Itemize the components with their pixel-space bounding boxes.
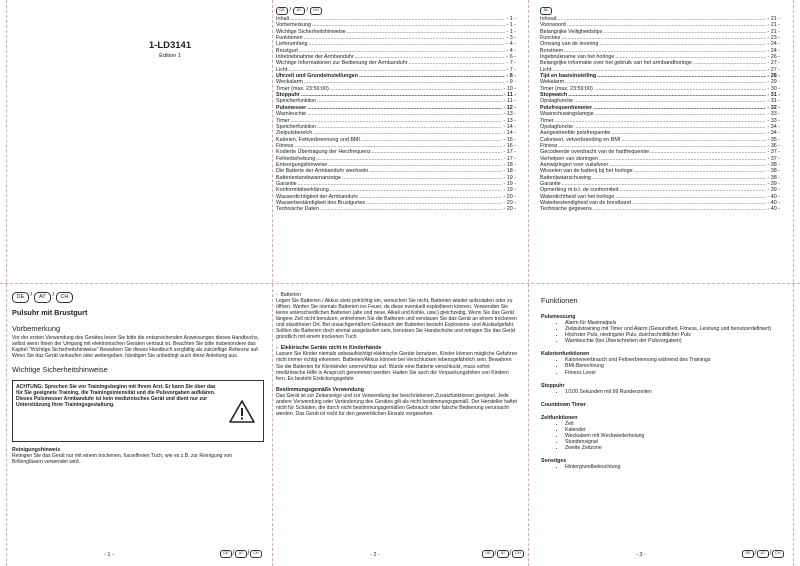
toc-entry-page: - 9 -	[506, 79, 516, 86]
toc-entry-page: - 21 -	[767, 28, 780, 35]
toc-entry-title: Aanwijzingen voor vuilafvoer	[540, 161, 609, 168]
toc-entry-title: Zielpulsbereich	[276, 130, 313, 137]
footer-language-badges	[220, 550, 262, 558]
separator: /	[494, 550, 497, 557]
toc-dutch	[540, 7, 780, 213]
toc-entry-title: Garantie	[540, 180, 561, 187]
toc-entry-page: - 33 -	[767, 111, 780, 118]
subheading: Bestimmungsgemäße Verwendung	[276, 386, 365, 393]
toc-entry-page: - 34 -	[767, 123, 780, 130]
feature-group-heading: Sonstiges	[541, 458, 567, 465]
toc-entry-title: Wasserbeständigkeit des Brustgurtes	[276, 199, 366, 206]
toc-entry-title: Aangestreefde polsfrequentie	[540, 130, 611, 137]
toc-entry-page: - 35 -	[767, 136, 780, 143]
warning-triangle-icon	[221, 381, 263, 441]
feature-group-heading: Stoppuhr	[541, 382, 565, 389]
toc-entry-page: - 31 -	[767, 98, 780, 105]
warning-box	[12, 380, 264, 442]
toc-entry-title: Licht	[540, 66, 552, 73]
toc-entry-page: - 13 -	[503, 117, 516, 124]
toc-entry-title: Belangrijke Veiligheidstips	[540, 28, 603, 35]
toc-entry-title: Ingebruikname van het horloge	[540, 54, 615, 61]
feature-list	[541, 389, 781, 395]
feature-item: • BMI-Berechnung	[565, 363, 781, 369]
toc-entry-page: - 33 -	[767, 117, 780, 124]
toc-entry-page: - 38 -	[767, 161, 780, 168]
toc-entry-page: - 37 -	[767, 149, 780, 156]
toc-entry-title: Inhoud	[540, 16, 557, 22]
toc-entry-page: - 15 -	[503, 136, 516, 143]
feature-item: • Zielpulstraining mit Timer und Alarm (Gesundheit, Fitness, Leistung und benutzerdefiniert)	[565, 326, 781, 332]
subheading: - Elektrische Geräte nicht in Kinderhände	[276, 345, 382, 352]
toc-entry-page: - 1 -	[506, 16, 516, 22]
feature-group-heading: Countdown Timer	[541, 401, 586, 408]
toc-entry-title: Kalorien, Fettverbrennung und BMI	[276, 136, 360, 143]
section-heading: Wichtige Sicherheitshinweise	[12, 365, 108, 375]
toc-entry-title: Inhalt	[276, 16, 290, 22]
lang-badge-ch: CH	[56, 292, 73, 303]
page-number: - 3 -	[636, 552, 646, 558]
toc-entry-page: - 27 -	[767, 66, 780, 73]
page-number: - 2 -	[370, 552, 380, 558]
toc-entry-title: Konformitätserklärung	[276, 187, 329, 194]
toc-entry-title: Technische gegevens	[540, 206, 592, 213]
toc-entry-page: - 1 -	[506, 28, 516, 35]
feature-item: • Zeit	[565, 421, 781, 427]
toc-entry-title: Batterijwaarschuwing	[540, 174, 591, 181]
page-3	[541, 296, 781, 470]
separator: /	[306, 7, 309, 13]
toc-entry-title: Wichtige Informationen zur Bedienung der Armbanduhr	[276, 60, 408, 67]
language-badges	[12, 292, 264, 303]
toc-entry-title: Die Batterie der Armbanduhr wechseln	[276, 168, 369, 175]
page-title: Funktionen	[541, 296, 578, 305]
toc-entry-title: Opmerking m.b.t. de conformiteit	[540, 187, 619, 194]
feature-item: • Stundensignal	[565, 439, 781, 445]
feature-item: • Hintergrundbeleuchtung	[565, 464, 781, 470]
feature-item: • 1/100 Sekunden mit 99 Rundenzeiten	[565, 389, 781, 395]
toc-entry-title: Waterdichtheid van het horloge	[540, 193, 615, 200]
paragraph: Reinigen Sie das Gerät nur mit einem trockenen, fusselfreien Tuch, wie es z.B. zur Reinigung von Brillengläsern verwendet wird.	[12, 453, 232, 466]
subheading: Reinigungshinweis	[12, 447, 61, 454]
feature-item: • Kalender	[565, 427, 781, 433]
toc-entry-title: Weckalarm	[276, 79, 303, 86]
toc-entry-title: Timer (max. 23:59:00)	[276, 85, 329, 92]
feature-item: • Weckalarm mit Weckwiederholung	[565, 433, 781, 439]
toc-entry-title: Calorieen, vetverbranding en BMI	[540, 136, 621, 143]
feature-group-heading: Pulsmessung	[541, 314, 576, 320]
toc-entry-page: - 16 -	[503, 142, 516, 149]
lang-badge-ch: CH	[250, 550, 262, 558]
toc-entry-title: Timer (max. 23:59:00)	[540, 85, 593, 92]
separator: /	[509, 550, 512, 557]
toc-entry-page: - 11 -	[503, 92, 516, 99]
toc-entry-page: - 10 -	[503, 85, 516, 92]
toc-entry-page: - 18 -	[503, 161, 516, 168]
toc-entry-page: - 26 -	[767, 54, 780, 61]
toc-entry-title: Timer	[276, 117, 290, 124]
toc-entry-page: - 39 -	[767, 187, 780, 194]
toc-entry-title: Waterbestendigheid van de borstband	[540, 199, 631, 206]
page-title: Pulsuhr mit Brustgurt	[12, 308, 88, 317]
toc-entry-title: Belangrijke informatie over het gebruik van het armbandhorloge	[540, 60, 692, 67]
separator: /	[30, 292, 33, 298]
separator: /	[754, 550, 757, 557]
feature-item: • Höchster Puls, niedrigster Puls, durchschnittlicher Puls	[565, 332, 781, 338]
toc-entry-title: Timer	[540, 117, 554, 124]
toc-entry-page: - 14 -	[503, 130, 516, 137]
toc-entry-title: Opslagfunctie	[540, 98, 573, 105]
toc-entry-page: - 14 -	[503, 123, 516, 130]
toc-entry-title: Warnleuchte	[276, 111, 307, 118]
separator: /	[289, 7, 292, 13]
section-heading: Vorbemerkung	[12, 324, 61, 333]
toc-entry-title: Fitness	[276, 142, 294, 149]
warning-text: ACHTUNG: Sprechen Sie vor Trainingsbeginn mit Ihrem Arzt. Er kann Sie über das für Sie geeignete Training, die Trainingsintensität und die Pulsvorgaben aufklären. Dieses Pulsmesser Armbanduhr ist kein medizinisches Gerät und dient nur zur Unterstützung Ihrer Trainingsgestaltung.	[16, 384, 216, 409]
feature-item: • Warnleuchte (bei Überschreiten der Pulsvorgaben)	[565, 338, 781, 344]
paragraph: Lassen Sie Kinder niemals unbeaufsichtigt elektrische Geräte benutzen. Kinder können mögliche Gefahren nicht immer richtig erkennen. Batterien/Akkus können bei Verschlucken lebensgefährlich sein. Bewahren Sie die Batterien für Kleinkinder unerreichbar auf. Wurde eine Batterie verschluckt, muss sofort medizinische Hilfe in Anspruch genommen werden. Halten Sie auch die Verpackungsfolien von Kindern fern. Es besteht Erstickungsgefahr.	[276, 351, 518, 382]
toc-entry-page: - 38 -	[767, 174, 780, 181]
toc-entry-page: - 32 -	[767, 104, 780, 111]
toc-entry-title: Kodierte Übertragung der Herzfrequenz	[276, 149, 371, 156]
toc-entry-page: - 6 -	[506, 54, 516, 61]
toc-leader	[593, 206, 767, 212]
toc-entry-page: - 36 -	[767, 142, 780, 149]
feature-list	[541, 421, 781, 451]
toc-entry-title: Speicherfunktion	[276, 123, 317, 130]
toc-entry-page: - 4 -	[506, 41, 516, 48]
lang-badge-de: DE	[482, 550, 494, 558]
lang-badge-at: AT	[497, 550, 509, 558]
toc-entry-title: Fehlerbehebung	[276, 155, 316, 162]
toc-entry-page: - 38 -	[767, 168, 780, 175]
toc-entry-page: - 7 -	[506, 66, 516, 73]
toc-entry-title: Stoppuhr	[276, 92, 300, 99]
feature-group-heading: Zeitfunktionen	[541, 414, 578, 421]
lang-badge-at: AT	[34, 292, 51, 303]
language-badges	[276, 7, 516, 15]
edition: Edition 1	[159, 53, 181, 59]
toc-entry-page: - 28 -	[767, 73, 780, 80]
paragraph: Legen Sie Batterien / Akkus stets polrichtig ein, versuchen Sie nicht, Batterien wieder aufzuladen oder zu öffnen. Werfen Sie niemals Batterien ins Feuer, da diese eventuell explodieren können. Verwenden Sie keine unterschiedlichen Batterien (alte und neue, Alkali und Kohle, usw.) gleichzeitig. Wenn Sie das Gerät längere Zeit nicht benutzen, entnehmen Sie die Batterien und verstauen Sie das Gerät an einem trockenen und staubfreien Ort. Bei unsachgemäßem Gebrauch der Batterien besteht Explosions- und Auslaufgefahr. Sollten die Batterien doch einmal ausgelaufen sein, benutzen Sie Handschuhe und reinigen Sie das Gerät gründlich mit einem trockenen Tuch.	[276, 298, 517, 341]
lang-badge-ch: CH	[310, 7, 322, 15]
toc-entry-title: Funktionen	[276, 35, 303, 42]
page-number: - 1 -	[104, 552, 114, 558]
toc-entry-title: Gecodeerde overdracht van de hartfrequentie	[540, 149, 650, 156]
toc-entry-title: Functies	[540, 35, 561, 42]
toc-entry-page: - 37 -	[767, 155, 780, 162]
toc-entry-title: Speicherfunktion	[276, 98, 317, 105]
toc-entry-page: - 17 -	[503, 155, 516, 162]
toc-entry-page: - 31 -	[767, 92, 780, 99]
toc-entry-title: Technische Daten	[276, 206, 319, 213]
toc-entry-title: Tijd en basisinstelling	[540, 73, 597, 80]
toc-german	[276, 7, 516, 213]
toc-entry-title: Pulsmesser	[276, 104, 307, 111]
toc-entry-title: Wichtige Sicherheitshinweise	[276, 28, 346, 35]
toc-entry-title: Stopwatch	[540, 92, 568, 99]
lang-badge-at: AT	[293, 7, 305, 15]
lang-badge-de: DE	[276, 7, 288, 15]
toc-entry-title: Fitness	[540, 142, 558, 149]
toc-entry-title: Licht	[276, 66, 288, 73]
lang-badge-ch: CH	[772, 550, 784, 558]
feature-list	[541, 464, 781, 470]
toc-leader	[320, 206, 503, 212]
toc-entry-page: - 24 -	[767, 41, 780, 48]
toc-entry-title: Verhelpen van storingen	[540, 155, 599, 162]
feature-group-heading: Kalorienfunktionen	[541, 351, 590, 358]
lang-badge-de: DE	[742, 550, 754, 558]
toc-entry-page: - 39 -	[767, 180, 780, 187]
feature-item: • Fitness Level	[565, 370, 781, 376]
separator: /	[52, 292, 55, 298]
toc-entry-page: - 20 -	[503, 199, 516, 206]
feature-item: • Zweite Zeitzone	[565, 445, 781, 451]
toc-entry-title: Omvang van de levering	[540, 41, 599, 48]
footer-language-badges	[742, 550, 784, 558]
separator: /	[247, 550, 250, 557]
feature-item: • Kalorienverbrauch und Fettverbrennung während des Trainings	[565, 357, 781, 363]
batteries-heading: - Batterien	[276, 292, 301, 298]
toc-entry-title: Borstriem	[540, 47, 564, 54]
cover	[20, 40, 260, 59]
toc-entry-page: - 19 -	[503, 174, 516, 181]
toc-entry-page: - 30 -	[767, 85, 780, 92]
toc-entry-page: - 24 -	[767, 47, 780, 54]
lang-badge-nl: NL	[540, 7, 552, 15]
toc-entry-page: - 12 -	[503, 104, 516, 111]
toc-entry[interactable]	[540, 206, 780, 212]
toc-entry-page: - 40 -	[767, 199, 780, 206]
toc-entry-title: Wekalarm	[540, 79, 565, 86]
separator: /	[769, 550, 772, 557]
toc-entry-page: - 21 -	[767, 16, 780, 22]
footer-language-badges	[482, 550, 524, 558]
toc-entry-page: - 17 -	[503, 149, 516, 156]
toc-entry-page: - 29 -	[767, 79, 780, 86]
lang-badge-at: AT	[757, 550, 769, 558]
toc-entry-page: - 19 -	[503, 180, 516, 187]
toc-entry-title: Lieferumfang	[276, 41, 308, 48]
toc-entry-title: Garantie	[276, 180, 297, 187]
toc-entry-page: - 20 -	[503, 193, 516, 200]
toc-entry-title: Entsorgungshinweise	[276, 161, 328, 168]
toc-entry-page: - 40 -	[767, 193, 780, 200]
toc-entry-title: Brustgurt	[276, 47, 298, 54]
lang-badge-at: AT	[235, 550, 247, 558]
toc-entry-page: - 21 -	[767, 22, 780, 29]
toc-entry-title: Inbetriebnahme der Armbanduhr	[276, 54, 354, 61]
toc-entry-page: - 7 -	[506, 60, 516, 67]
paragraph: Vor der ersten Verwendung des Gerätes lesen Sie bitte die entsprechenden Anweisungen dieses Handbuchs, selbst wenn Ihnen der Umgang mit elektronischen Geräten vertraut ist. Beachten Sie bitte insbesondere das Kapitel "Wichtige Sicherheitshinweise" Bewahren Sie dieses Handbuch sorgfältig als zukünftige Referenz auf. Wenn Sie das Gerät verkaufen oder weitergeben, händigen Sie unbedingt auch diese Anleitung aus.	[12, 335, 260, 360]
toc-entry-title: Vorbemerkung	[276, 22, 312, 29]
fold-line-horizontal	[0, 283, 800, 284]
feature-list	[541, 357, 781, 375]
toc-entry-title: Voorwoord	[540, 22, 566, 29]
toc-entry-title: Wisselen van de batterij bij het horloge	[540, 168, 633, 175]
toc-entry-page: - 27 -	[767, 60, 780, 67]
paragraph: Das Gerät ist zur Zeitanzeige und zur Verwendung der beschriebenen Zusatzfunktionen geeignet. Jede andere Verwendung oder Veränderung des Gerätes gilt als nicht bestimmungsgemäß. Der Hersteller haftet nicht für Schäden, die durch nicht bestimmungsgemäßen Gebrauch oder falsche Bedienung verursacht werden. Das Gerät ist nicht für den gewerblichen Einsatz vorgesehen.	[276, 392, 517, 417]
toc-entry-page: - 40 -	[767, 206, 780, 213]
model-number: 1-LD3141	[148, 40, 192, 51]
toc-entry-title: Wasserdichtigkeit der Armbanduhr	[276, 193, 359, 200]
lang-badge-de: DE	[12, 292, 29, 303]
toc-entry-page: - 23 -	[767, 35, 780, 42]
toc-entry-page: - 8 -	[506, 73, 516, 80]
toc-entry-page: - 3 -	[506, 35, 516, 42]
feature-list	[541, 320, 781, 344]
toc-entry-page: - 1 -	[506, 22, 516, 29]
language-badges	[540, 7, 780, 15]
separator: /	[232, 550, 235, 557]
page-1	[12, 292, 264, 465]
toc-entry-title: Opslagfunctie	[540, 123, 573, 130]
feature-item: • Alarm für Maximalpuls	[565, 320, 781, 326]
page-2	[276, 292, 518, 417]
lang-badge-ch: CH	[512, 550, 524, 558]
lang-badge-de: DE	[220, 550, 232, 558]
toc-entry-page: - 20 -	[503, 206, 516, 213]
toc-entry[interactable]	[276, 206, 516, 212]
toc-entry-page: - 19 -	[503, 187, 516, 194]
toc-entry-page: - 13 -	[503, 111, 516, 118]
toc-entry-page: - 4 -	[506, 47, 516, 54]
toc-entry-page: - 18 -	[503, 168, 516, 175]
toc-entry-title: Batteriestandswarnanzeige	[276, 174, 342, 181]
toc-entry-title: Waarschuwingslampje	[540, 111, 594, 118]
toc-entry-page: - 11 -	[503, 98, 516, 105]
toc-entry-title: Polsfrequentiemeter	[540, 104, 593, 111]
toc-entry-page: - 34 -	[767, 130, 780, 137]
toc-entry-title: Uhrzeit und Grundeinstellungen	[276, 73, 359, 80]
